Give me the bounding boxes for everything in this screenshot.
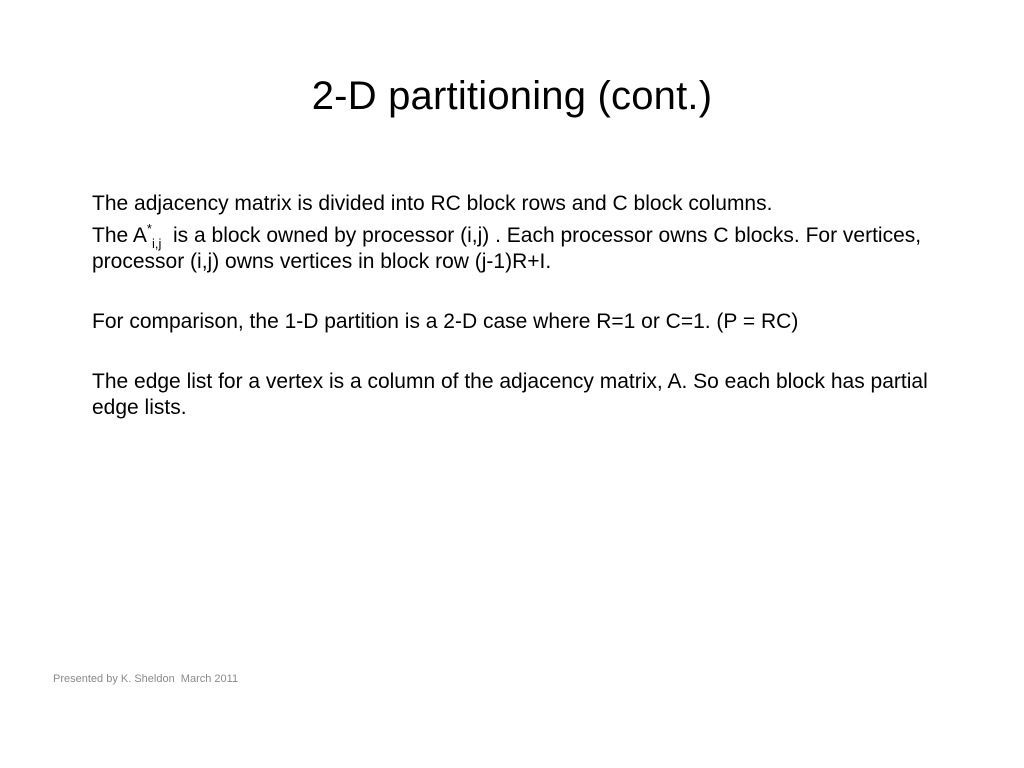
subscript-ij: i,j [151, 236, 162, 251]
block-ownership-text: is a block owned by processor (i,j) . Each processor owns C blocks. For vertices, processor (i,j) owns vertices in block row (j-1)R+I. [92, 224, 927, 273]
slide-footer: Presented by K. Sheldon March 2011 [53, 673, 239, 685]
slide-title: 2-D partitioning (cont.) [311, 74, 713, 118]
paragraph-edge-list: The edge list for a vertex is a column of the adjacency matrix, A. So each block has partial edge lists. [92, 370, 928, 419]
paragraph-block-ownership [92, 223, 962, 275]
paragraph-adjacency-division: The adjacency matrix is divided into RC block rows and C block columns. [92, 192, 773, 215]
paragraph-1d-comparison: For comparison, the 1-D partition is a 2-D case where R=1 or C=1. (P = RC) [92, 310, 799, 333]
slide-body [92, 191, 962, 421]
block-ownership-prefix: The A [92, 224, 147, 247]
superscript-star: * [146, 221, 152, 236]
